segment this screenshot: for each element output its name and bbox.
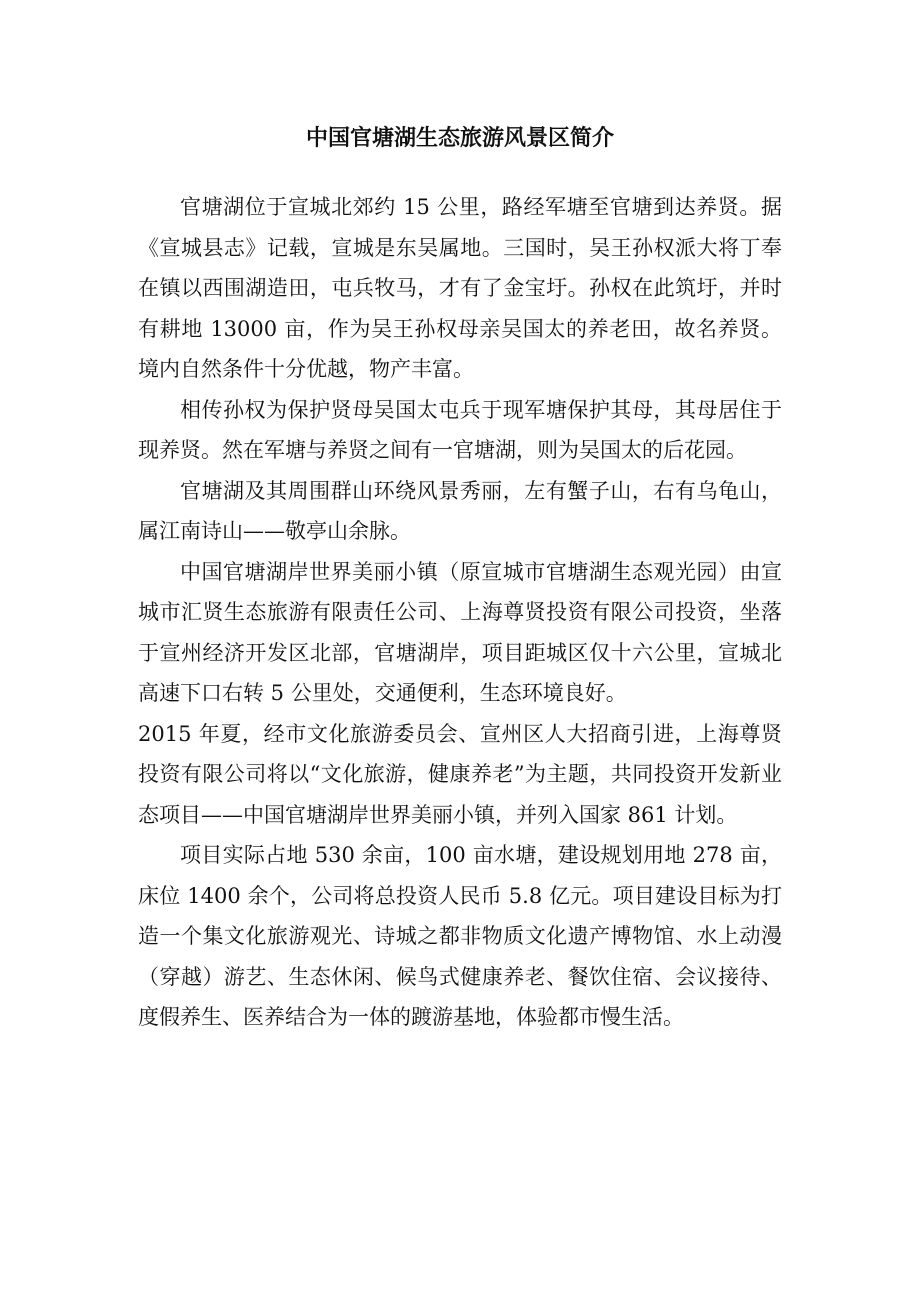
paragraph-project-scale: 项目实际占地 530 余亩，100 亩水塘，建设规划用地 278 亩，床位 1400 余个，公司将总投资人民币 5.8 亿元。项目建设目标为打造一个集文化旅游观光、诗城之都非物质文化遗产博物馆、水上动漫（穿越）游艺、生态休闲、候鸟式健康养老、餐饮住宿、会议接待、度假养生、医养结合为一体的踱游基地，体验都市慢生活。	[138, 843, 782, 1029]
paragraph-investment: 2015 年夏，经市文化旅游委员会、宣州区人大招商引进，上海尊贤投资有限公司将以“文化旅游，健康养老”为主题，共同投资开发新业态项目——中国官塘湖岸世界美丽小镇，并列入国家 861 计划。	[138, 721, 782, 827]
paragraph-location: 中国官塘湖岸世界美丽小镇（原宣城市官塘湖生态观光园）由宣城市汇贤生态旅游有限责任公司、上海尊贤投资有限公司投资，坐落于宣州经济开发区北部，官塘湖岸，项目距城区仅十六公里，宣城北高速下口右转 5 公里处，交通便利，生态环境良好。	[138, 559, 782, 705]
paragraph-legend: 相传孙权为保护贤母吴国太屯兵于现军塘保护其母，其母居住于现养贤。然在军塘与养贤之间有一官塘湖，则为吴国太的后花园。	[138, 397, 782, 462]
document-title: 中国官塘湖生态旅游风景区简介	[305, 125, 614, 151]
document-body	[138, 187, 782, 1038]
paragraph-history: 官塘湖位于宣城北郊约 15 公里，路经军塘至官塘到达养贤。据《宣城县志》记载，宣城是东吴属地。三国时，吴王孙权派大将丁奉在镇以西围湖造田，屯兵牧马，才有了金宝圩。孙权在此筑圩，并时有耕地 13000 亩，作为吴王孙权母亲吴国太的养老田，故名养贤。境内自然条件十分优越，物产丰富。	[138, 195, 782, 381]
paragraph-scenery: 官塘湖及其周围群山环绕风景秀丽，左有蟹子山，右有乌龟山，属江南诗山——敬亭山余脉。	[138, 478, 782, 543]
